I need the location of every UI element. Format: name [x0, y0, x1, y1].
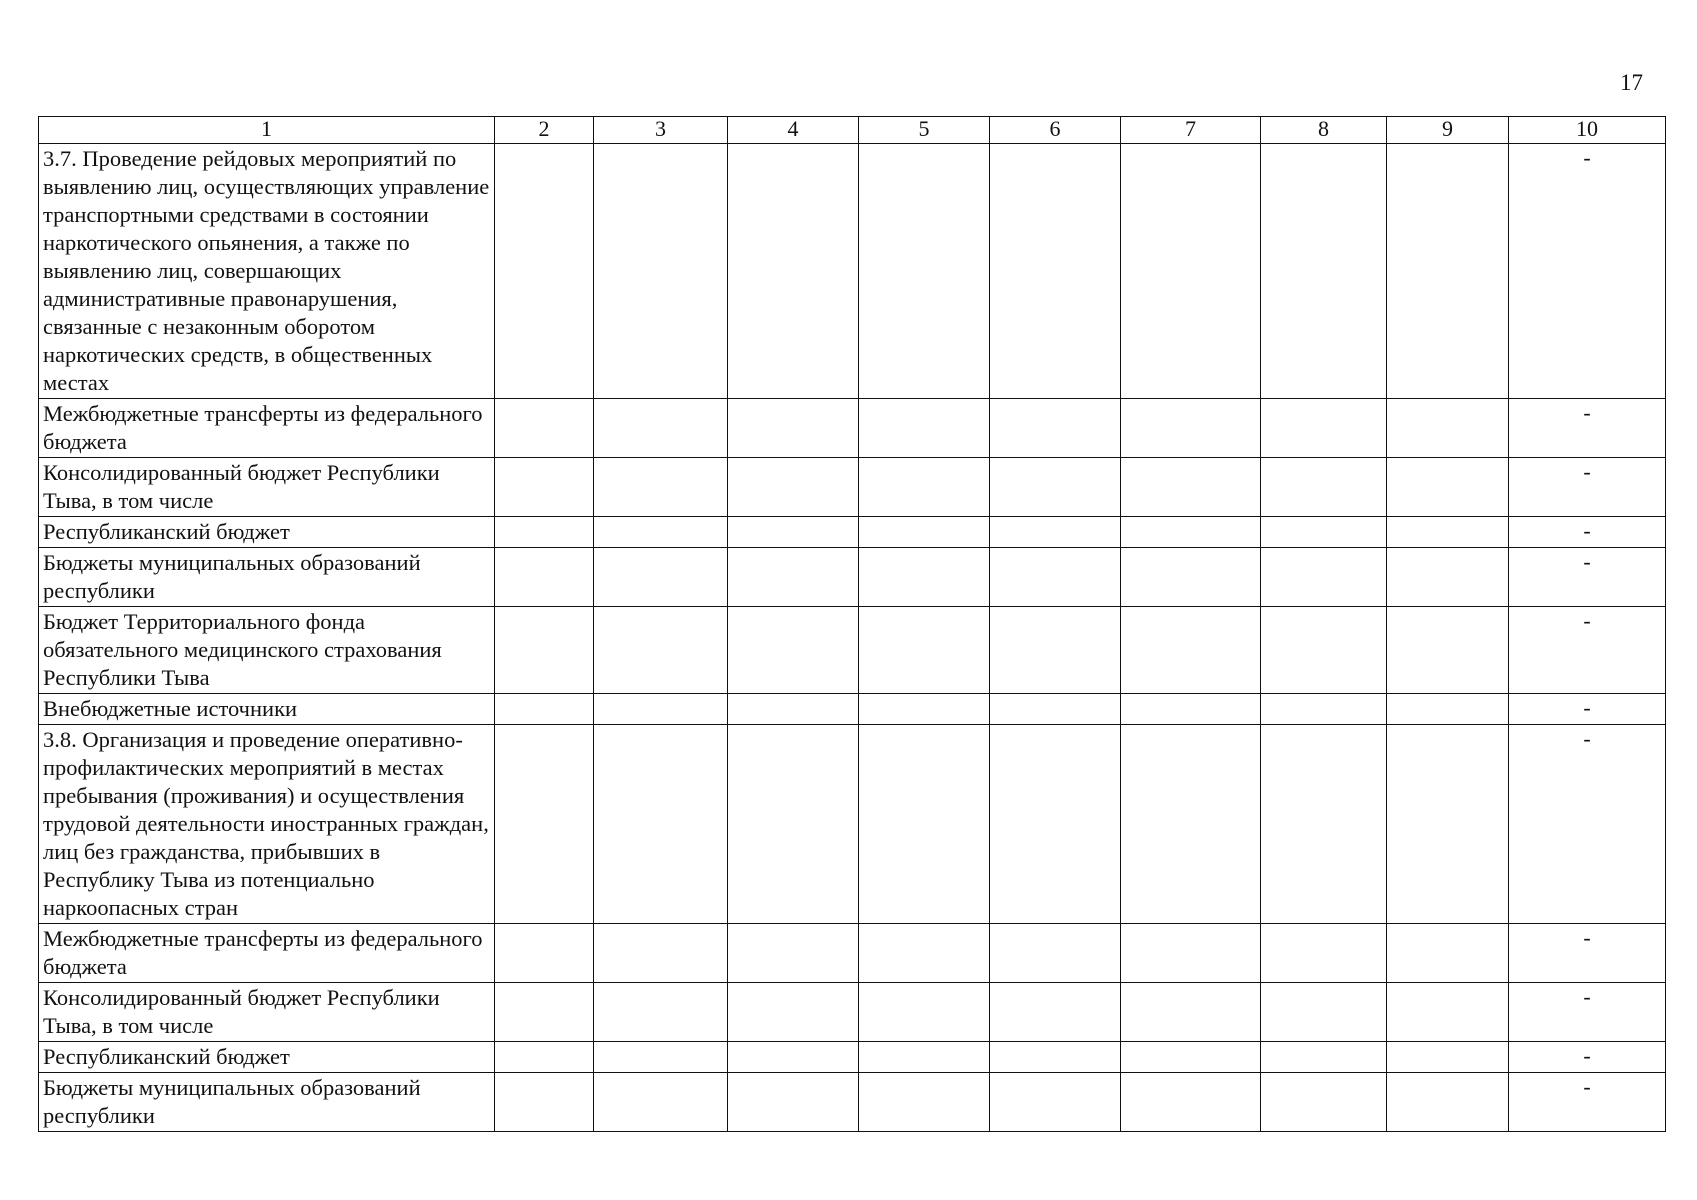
value-cell: -: [1509, 144, 1666, 399]
value-cell: [990, 1073, 1121, 1132]
value-cell: [990, 607, 1121, 694]
table-row: [39, 399, 1666, 458]
value-cell: [859, 548, 990, 607]
value-cell: [495, 607, 594, 694]
value-cell: [594, 1042, 728, 1073]
table-row: [39, 607, 1666, 694]
value-cell: [1261, 548, 1387, 607]
value-cell: [1121, 458, 1261, 517]
value-cell: [594, 1073, 728, 1132]
value-cell: -: [1509, 1073, 1666, 1132]
value-cell: [594, 924, 728, 983]
value-cell: -: [1509, 694, 1666, 725]
value-cell: [859, 607, 990, 694]
row-label: Консолидированный бюджет Республики Тыва, в том числе: [39, 458, 495, 517]
value-cell: [1387, 725, 1509, 924]
value-cell: [1121, 399, 1261, 458]
value-cell: [990, 458, 1121, 517]
value-cell: [859, 1042, 990, 1073]
value-cell: [1261, 924, 1387, 983]
value-cell: [859, 517, 990, 548]
value-cell: -: [1509, 548, 1666, 607]
value-cell: [859, 694, 990, 725]
table-row: [39, 694, 1666, 725]
value-cell: [594, 458, 728, 517]
value-cell: [495, 548, 594, 607]
value-cell: [1121, 548, 1261, 607]
value-cell: [728, 725, 859, 924]
value-cell: [1121, 1042, 1261, 1073]
value-cell: [594, 399, 728, 458]
value-cell: [495, 517, 594, 548]
value-cell: [728, 548, 859, 607]
row-label: 3.8. Организация и проведение оперативно-профилактических мероприятий в местах пребывания (проживания) и осуществления трудовой деятельности иностранных граждан, лиц без гражданства, прибывших в Республику Тыва из потенциально наркоопасных стран: [39, 725, 495, 924]
value-cell: [1261, 458, 1387, 517]
value-cell: -: [1509, 983, 1666, 1042]
table-row: [39, 548, 1666, 607]
value-cell: [594, 725, 728, 924]
row-label: Консолидированный бюджет Республики Тыва, в том числе: [39, 983, 495, 1042]
value-cell: [495, 1073, 594, 1132]
value-cell: [1387, 458, 1509, 517]
value-cell: [990, 144, 1121, 399]
value-cell: [859, 1073, 990, 1132]
value-cell: [990, 694, 1121, 725]
table-row: [39, 924, 1666, 983]
value-cell: [1121, 1073, 1261, 1132]
column-header: 9: [1387, 117, 1509, 144]
value-cell: [990, 548, 1121, 607]
value-cell: [1261, 694, 1387, 725]
value-cell: [1121, 144, 1261, 399]
row-label: Бюджет Территориального фонда обязательного медицинского страхования Республики Тыва: [39, 607, 495, 694]
value-cell: [990, 399, 1121, 458]
row-label: Бюджеты муниципальных образований республики: [39, 1073, 495, 1132]
value-cell: [1387, 607, 1509, 694]
value-cell: [728, 924, 859, 983]
budget-table: [38, 116, 1666, 1132]
value-cell: [728, 144, 859, 399]
value-cell: [1261, 144, 1387, 399]
value-cell: [1261, 1073, 1387, 1132]
column-header: 5: [859, 117, 990, 144]
table-row: [39, 458, 1666, 517]
value-cell: [1121, 725, 1261, 924]
value-cell: [990, 1042, 1121, 1073]
column-header: 2: [495, 117, 594, 144]
value-cell: [495, 1042, 594, 1073]
column-header: 10: [1509, 117, 1666, 144]
value-cell: [495, 458, 594, 517]
value-cell: [728, 517, 859, 548]
table-body: [39, 144, 1666, 1132]
value-cell: [594, 607, 728, 694]
value-cell: -: [1509, 607, 1666, 694]
value-cell: [1387, 399, 1509, 458]
value-cell: [859, 399, 990, 458]
value-cell: [1121, 983, 1261, 1042]
table-row: [39, 725, 1666, 924]
header-row: [39, 117, 1666, 144]
table-row: [39, 1073, 1666, 1132]
value-cell: [1121, 607, 1261, 694]
column-header: 6: [990, 117, 1121, 144]
value-cell: [1387, 1073, 1509, 1132]
value-cell: [1261, 607, 1387, 694]
value-cell: [1387, 694, 1509, 725]
value-cell: [495, 694, 594, 725]
value-cell: [1387, 144, 1509, 399]
value-cell: [495, 725, 594, 924]
value-cell: [1261, 725, 1387, 924]
value-cell: -: [1509, 517, 1666, 548]
column-header: 3: [594, 117, 728, 144]
value-cell: -: [1509, 725, 1666, 924]
value-cell: [1261, 983, 1387, 1042]
value-cell: [1121, 924, 1261, 983]
value-cell: [1387, 924, 1509, 983]
value-cell: [990, 924, 1121, 983]
value-cell: [728, 607, 859, 694]
value-cell: [495, 983, 594, 1042]
value-cell: [594, 517, 728, 548]
value-cell: [495, 144, 594, 399]
value-cell: [495, 399, 594, 458]
value-cell: [728, 694, 859, 725]
value-cell: [1121, 694, 1261, 725]
value-cell: [728, 983, 859, 1042]
row-label: Бюджеты муниципальных образований республики: [39, 548, 495, 607]
row-label: Республиканский бюджет: [39, 517, 495, 548]
value-cell: [859, 458, 990, 517]
value-cell: [1387, 1042, 1509, 1073]
row-label: 3.7. Проведение рейдовых мероприятий по выявлению лиц, осуществляющих управление транспортными средствами в состоянии наркотического опьянения, а также по выявлению лиц, совершающих административные правонарушения, связанные с незаконным оборотом наркотических средств, в общественных местах: [39, 144, 495, 399]
value-cell: [1261, 1042, 1387, 1073]
value-cell: -: [1509, 458, 1666, 517]
column-header: 7: [1121, 117, 1261, 144]
value-cell: [594, 983, 728, 1042]
value-cell: [859, 983, 990, 1042]
value-cell: [594, 548, 728, 607]
value-cell: [1261, 517, 1387, 548]
value-cell: [1261, 399, 1387, 458]
value-cell: [495, 924, 594, 983]
page-number: 17: [1620, 70, 1643, 95]
value-cell: [990, 725, 1121, 924]
value-cell: [594, 694, 728, 725]
row-label: Межбюджетные трансферты из федерального бюджета: [39, 924, 495, 983]
value-cell: -: [1509, 924, 1666, 983]
table-row: [39, 144, 1666, 399]
value-cell: [990, 983, 1121, 1042]
table-row: [39, 517, 1666, 548]
table-row: [39, 1042, 1666, 1073]
value-cell: -: [1509, 1042, 1666, 1073]
value-cell: [859, 725, 990, 924]
value-cell: [1387, 983, 1509, 1042]
value-cell: -: [1509, 399, 1666, 458]
value-cell: [728, 399, 859, 458]
table-row: [39, 983, 1666, 1042]
row-label: Республиканский бюджет: [39, 1042, 495, 1073]
value-cell: [1387, 517, 1509, 548]
value-cell: [990, 517, 1121, 548]
value-cell: [728, 458, 859, 517]
value-cell: [1121, 517, 1261, 548]
column-header: 1: [39, 117, 495, 144]
column-header: 8: [1261, 117, 1387, 144]
value-cell: [859, 924, 990, 983]
value-cell: [594, 144, 728, 399]
value-cell: [728, 1042, 859, 1073]
value-cell: [1387, 548, 1509, 607]
value-cell: [728, 1073, 859, 1132]
column-header: 4: [728, 117, 859, 144]
row-label: Внебюджетные источники: [39, 694, 495, 725]
value-cell: [859, 144, 990, 399]
row-label: Межбюджетные трансферты из федерального бюджета: [39, 399, 495, 458]
